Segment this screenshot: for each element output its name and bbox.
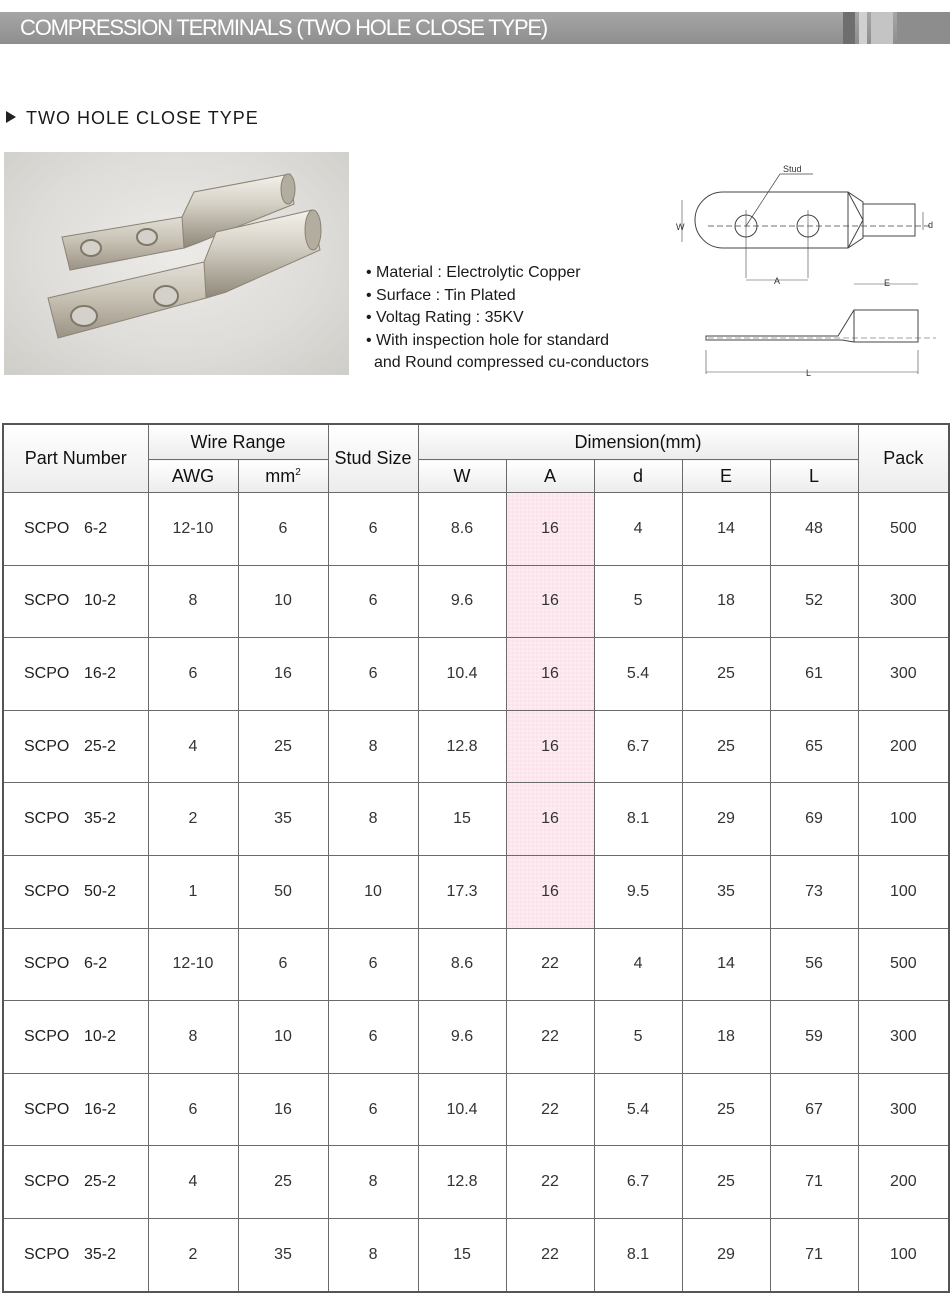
pack: 200 xyxy=(858,710,949,783)
dim-l: 61 xyxy=(770,638,858,711)
dim-a: 22 xyxy=(506,1001,594,1074)
dim-d: 5 xyxy=(594,565,682,638)
table-row xyxy=(3,928,949,1001)
dim-a: 22 xyxy=(506,1146,594,1219)
header-stud-size: Stud Size xyxy=(328,424,418,493)
stud-size: 10 xyxy=(328,855,418,928)
awg: 2 xyxy=(148,783,238,856)
pack: 100 xyxy=(858,855,949,928)
stud-size: 6 xyxy=(328,493,418,566)
dim-a: 16 xyxy=(506,565,594,638)
dim-e: 25 xyxy=(682,710,770,783)
spec-list xyxy=(366,262,649,375)
header-e: E xyxy=(682,460,770,493)
awg: 6 xyxy=(148,1073,238,1146)
table-row xyxy=(3,1001,949,1074)
drawing-label-d: d xyxy=(928,220,934,230)
drawing-label-a: A xyxy=(774,276,781,286)
dim-w: 12.8 xyxy=(418,710,506,783)
part-number: SCPO 25-2 xyxy=(3,1146,148,1219)
stud-size: 6 xyxy=(328,1073,418,1146)
pack: 300 xyxy=(858,638,949,711)
dim-l: 48 xyxy=(770,493,858,566)
mm2: 50 xyxy=(238,855,328,928)
dim-w: 17.3 xyxy=(418,855,506,928)
pack: 300 xyxy=(858,1073,949,1146)
mm2: 35 xyxy=(238,783,328,856)
header-d: d xyxy=(594,460,682,493)
table-row xyxy=(3,855,949,928)
pack: 500 xyxy=(858,493,949,566)
mm2: 25 xyxy=(238,710,328,783)
table-row xyxy=(3,783,949,856)
dim-l: 73 xyxy=(770,855,858,928)
header-awg: AWG xyxy=(148,460,238,493)
technical-drawing xyxy=(668,160,950,382)
awg: 8 xyxy=(148,565,238,638)
dim-e: 29 xyxy=(682,783,770,856)
pack: 300 xyxy=(858,1001,949,1074)
dim-d: 6.7 xyxy=(594,1146,682,1219)
terminal-lug-illustration xyxy=(4,152,349,375)
pack: 300 xyxy=(858,565,949,638)
dim-e: 35 xyxy=(682,855,770,928)
pack: 100 xyxy=(858,783,949,856)
dim-e: 18 xyxy=(682,1001,770,1074)
pack: 200 xyxy=(858,1146,949,1219)
dim-d: 8.1 xyxy=(594,783,682,856)
stud-size: 8 xyxy=(328,783,418,856)
dim-a: 16 xyxy=(506,855,594,928)
awg: 12-10 xyxy=(148,493,238,566)
dim-a: 16 xyxy=(506,710,594,783)
drawing-label-l: L xyxy=(806,368,812,378)
dim-l: 52 xyxy=(770,565,858,638)
dim-w: 8.6 xyxy=(418,493,506,566)
table-row xyxy=(3,1146,949,1219)
spec-inspection-cont: and Round compressed cu-conductors xyxy=(374,354,649,371)
dim-d: 4 xyxy=(594,928,682,1001)
mm2: 16 xyxy=(238,1073,328,1146)
spec-surface: • Surface : Tin Plated xyxy=(366,286,516,304)
drawing-label-w: W xyxy=(676,222,685,232)
header-decoration xyxy=(897,12,950,44)
dim-w: 10.4 xyxy=(418,638,506,711)
awg: 4 xyxy=(148,1146,238,1219)
header-part-number: Part Number xyxy=(3,424,148,493)
header-a: A xyxy=(506,460,594,493)
stud-size: 6 xyxy=(328,928,418,1001)
dim-l: 71 xyxy=(770,1218,858,1291)
dim-e: 25 xyxy=(682,638,770,711)
header-mm2: $mm^2$ xyxy=(238,460,328,493)
product-photo xyxy=(4,152,349,375)
dim-l: 69 xyxy=(770,783,858,856)
dim-w: 15 xyxy=(418,783,506,856)
awg: 2 xyxy=(148,1218,238,1291)
mm2: 6 xyxy=(238,928,328,1001)
spec-inspection: • With inspection hole for standard xyxy=(366,331,610,349)
stud-size: 8 xyxy=(328,710,418,783)
stud-size: 6 xyxy=(328,1001,418,1074)
table-row xyxy=(3,710,949,783)
header-decoration xyxy=(859,12,867,44)
table-row xyxy=(3,1073,949,1146)
dim-w: 9.6 xyxy=(418,1001,506,1074)
dim-a: 22 xyxy=(506,928,594,1001)
header-w: W xyxy=(418,460,506,493)
mm2: 16 xyxy=(238,638,328,711)
section-heading xyxy=(6,108,259,129)
dim-w: 8.6 xyxy=(418,928,506,1001)
dim-l: 67 xyxy=(770,1073,858,1146)
header-decoration xyxy=(843,12,855,44)
drawing-label-e: E xyxy=(884,278,891,288)
section-title: TWO HOLE CLOSE TYPE xyxy=(26,108,259,128)
spec-table xyxy=(2,423,950,1293)
stud-size: 8 xyxy=(328,1218,418,1291)
header-decoration xyxy=(871,12,893,44)
dim-d: 8.1 xyxy=(594,1218,682,1291)
spec-voltage: • Voltag Rating : 35KV xyxy=(366,309,524,326)
dim-d: 4 xyxy=(594,493,682,566)
part-number: SCPO 10-2 xyxy=(3,565,148,638)
dim-a: 16 xyxy=(506,638,594,711)
dim-a: 16 xyxy=(506,783,594,856)
part-number: SCPO 16-2 xyxy=(3,638,148,711)
pack: 100 xyxy=(858,1218,949,1291)
dim-d: 5.4 xyxy=(594,1073,682,1146)
table-row xyxy=(3,493,949,566)
awg: 1 xyxy=(148,855,238,928)
header-dimension: Dimension(mm) xyxy=(418,424,858,460)
mm2: 10 xyxy=(238,565,328,638)
pack: 500 xyxy=(858,928,949,1001)
stud-size: 6 xyxy=(328,565,418,638)
stud-size: 6 xyxy=(328,638,418,711)
dim-d: 9.5 xyxy=(594,855,682,928)
triangle-bullet-icon xyxy=(6,111,16,123)
header-wire-range: Wire Range xyxy=(148,424,328,460)
part-number: SCPO 6-2 xyxy=(3,493,148,566)
part-number: SCPO 25-2 xyxy=(3,710,148,783)
dim-w: 15 xyxy=(418,1218,506,1291)
table-row xyxy=(3,638,949,711)
dim-e: 25 xyxy=(682,1073,770,1146)
awg: 8 xyxy=(148,1001,238,1074)
dim-d: 6.7 xyxy=(594,710,682,783)
part-number: SCPO 50-2 xyxy=(3,855,148,928)
dim-a: 16 xyxy=(506,493,594,566)
dim-a: 22 xyxy=(506,1073,594,1146)
awg: 6 xyxy=(148,638,238,711)
dim-l: 71 xyxy=(770,1146,858,1219)
header-l: L xyxy=(770,460,858,493)
awg: 4 xyxy=(148,710,238,783)
dim-e: 25 xyxy=(682,1146,770,1219)
dim-w: 9.6 xyxy=(418,565,506,638)
table-body xyxy=(3,493,949,1292)
dim-d: 5.4 xyxy=(594,638,682,711)
part-number: SCPO 16-2 xyxy=(3,1073,148,1146)
dim-w: 10.4 xyxy=(418,1073,506,1146)
header-pack: Pack xyxy=(858,424,949,493)
dim-l: 56 xyxy=(770,928,858,1001)
table-row xyxy=(3,1218,949,1291)
awg: 12-10 xyxy=(148,928,238,1001)
mm2: 10 xyxy=(238,1001,328,1074)
mm2: 25 xyxy=(238,1146,328,1219)
dim-e: 18 xyxy=(682,565,770,638)
mm2: 35 xyxy=(238,1218,328,1291)
dim-d: 5 xyxy=(594,1001,682,1074)
part-number: SCPO 35-2 xyxy=(3,783,148,856)
header-bar xyxy=(0,12,950,44)
mm2: 6 xyxy=(238,493,328,566)
dim-e: 14 xyxy=(682,928,770,1001)
dim-e: 29 xyxy=(682,1218,770,1291)
page-title: COMPRESSION TERMINALS (TWO HOLE CLOSE TYPE) xyxy=(20,15,548,40)
dim-l: 65 xyxy=(770,710,858,783)
drawing-label-stud: Stud xyxy=(783,164,802,174)
part-number: SCPO 10-2 xyxy=(3,1001,148,1074)
part-number: SCPO 6-2 xyxy=(3,928,148,1001)
spec-material: • Material : Electrolytic Copper xyxy=(366,264,581,281)
dim-e: 14 xyxy=(682,493,770,566)
part-number: SCPO 35-2 xyxy=(3,1218,148,1291)
dim-w: 12.8 xyxy=(418,1146,506,1219)
dim-a: 22 xyxy=(506,1218,594,1291)
stud-size: 8 xyxy=(328,1146,418,1219)
table-row xyxy=(3,565,949,638)
dim-l: 59 xyxy=(770,1001,858,1074)
